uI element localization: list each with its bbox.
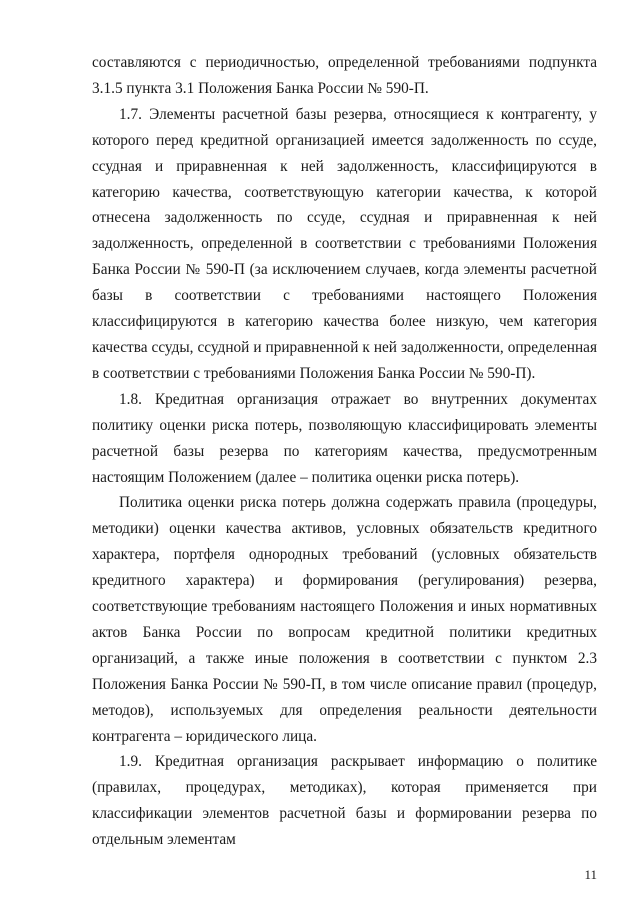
paragraph-1-8: 1.8. Кредитная организация отражает во внутренних документах политику оценки риска потерь, позволяющую классифицировать элементы расчетной базы резерва по категориям качества, предусмотренным настоящим Положением (далее – политика оценки риска потерь).	[92, 390, 597, 486]
paragraph-risk-policy: Политика оценки риска потерь должна содержать правила (процедуры, методики) оценки качества активов, условных обязательств кредитного характера, портфеля однородных требований (условных обязательств кредитного характера) и формирования (регулирования) резерва, соответствующие требованиям настоящего Положения и иных нормативных актов Банка России по вопросам кредитной политики кредитных организаций, а также иные положения в соответствии с пунктом 2.3 Положения Банка России № 590-П, в том числе описание правил (процедур, методов), используемых для определения реальности деятельности контрагента – юридического лица.	[92, 494, 597, 745]
paragraph-1-7: 1.7. Элементы расчетной базы резерва, относящиеся к контрагенту, у которого перед кредитной организацией имеется задолженность по ссуде, ссудная и приравненная к ней задолженность, классифицируются в категорию качества, соответствующую категории качества, к которой отнесена задолженность по ссуде, ссудная и приравненная к ней задолженность, определенной в соответствии с требованиями Положения Банка России № 590-П (за исключением случаев, когда элементы расчетной базы в соответствии с требованиями настоящего Положения классифицируются в категорию качества более низкую, чем категория качества ссуды, ссудной и приравненной к ней задолженности, определенная в соответствии с требованиями Положения Банка России № 590-П).	[92, 105, 597, 382]
page-number: 11	[584, 867, 597, 882]
paragraph-continuation: составляются с периодичностью, определенной требованиями подпункта 3.1.5 пункта 3.1 Положения Банка России № 590-П.	[92, 54, 597, 97]
paragraph-1-9: 1.9. Кредитная организация раскрывает информацию о политике (правилах, процедурах, методиках), которая применяется при классификации элементов расчетной базы и формировании резерва по отдельным элементам	[92, 753, 597, 849]
body-text	[92, 50, 597, 853]
